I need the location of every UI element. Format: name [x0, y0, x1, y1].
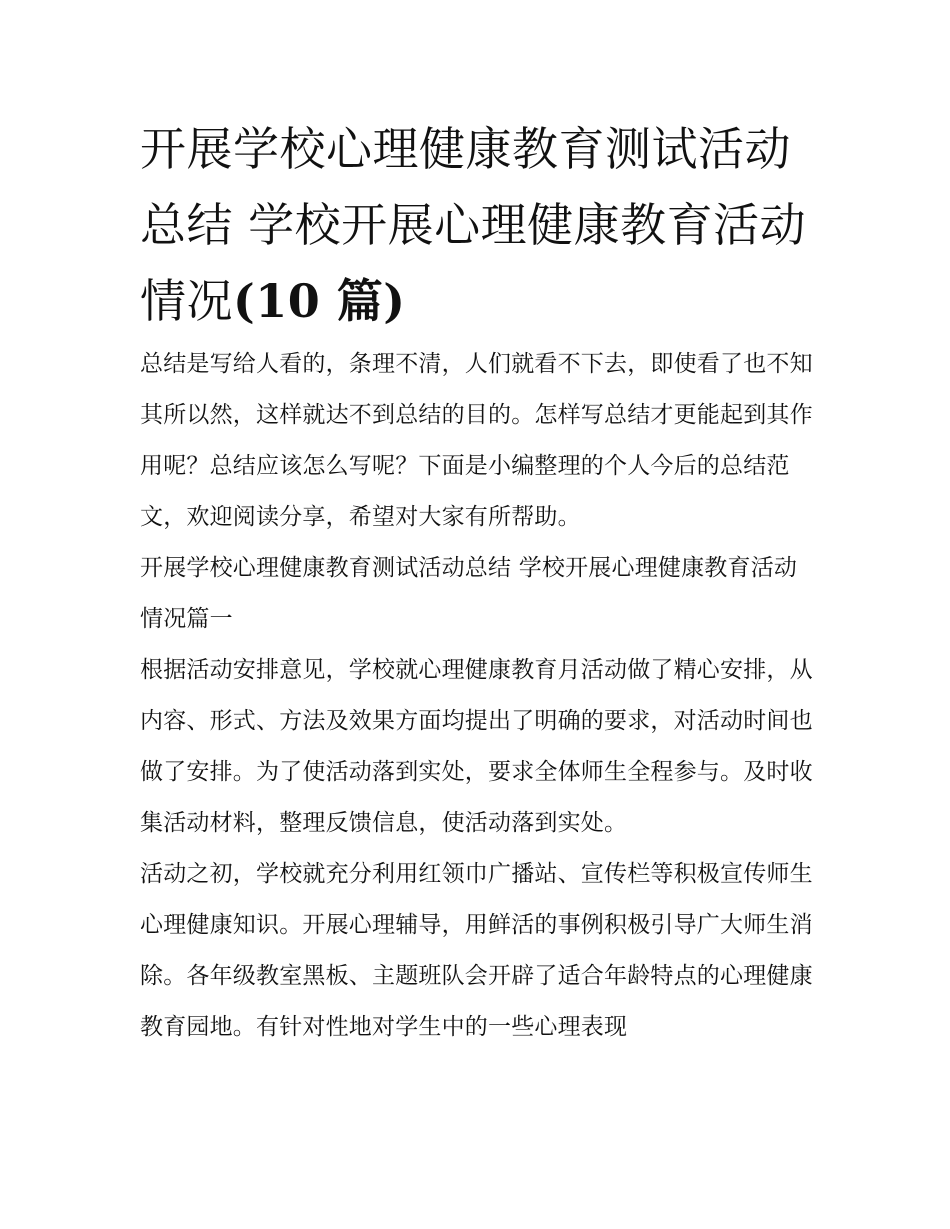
- body-paragraph-2: 活动之初，学校就充分利用红领巾广播站、宣传栏等积极宣传师生心理健康知识。开展心理辅导，用鲜活的事例积极引导广大师生消除。各年级教室黑板、主题班队会开辟了适合年龄特点的心理健康教育园地。有针对性地对学生中的一些心理表现: [140, 861, 813, 1040]
- title-main-text: 开展学校心理健康教育测试活动总结 学校开展心理健康教育活动情况: [140, 122, 807, 328]
- section-heading: 开展学校心理健康教育测试活动总结 学校开展心理健康教育活动情况篇一: [140, 555, 798, 632]
- document-content: [140, 111, 815, 1053]
- document-title: [140, 111, 815, 339]
- body-paragraph-1: 根据活动安排意见，学校就心理健康教育月活动做了精心安排，从内容、形式、方法及效果方面均提出了明确的要求，对活动时间也做了安排。为了使活动落到实处，要求全体师生全程参与。及时收集活动材料，整理反馈信息，使活动落到实处。: [140, 657, 813, 836]
- intro-paragraph: 总结是写给人看的，条理不清，人们就看不下去，即使看了也不知其所以然，这样就达不到总结的目的。怎样写总结才更能起到其作用呢？总结应该怎么写呢？下面是小编整理的个人今后的总结范文，欢迎阅读分享，希望对大家有所帮助。: [140, 351, 813, 530]
- title-suffix-text: (10 篇): [233, 274, 406, 328]
